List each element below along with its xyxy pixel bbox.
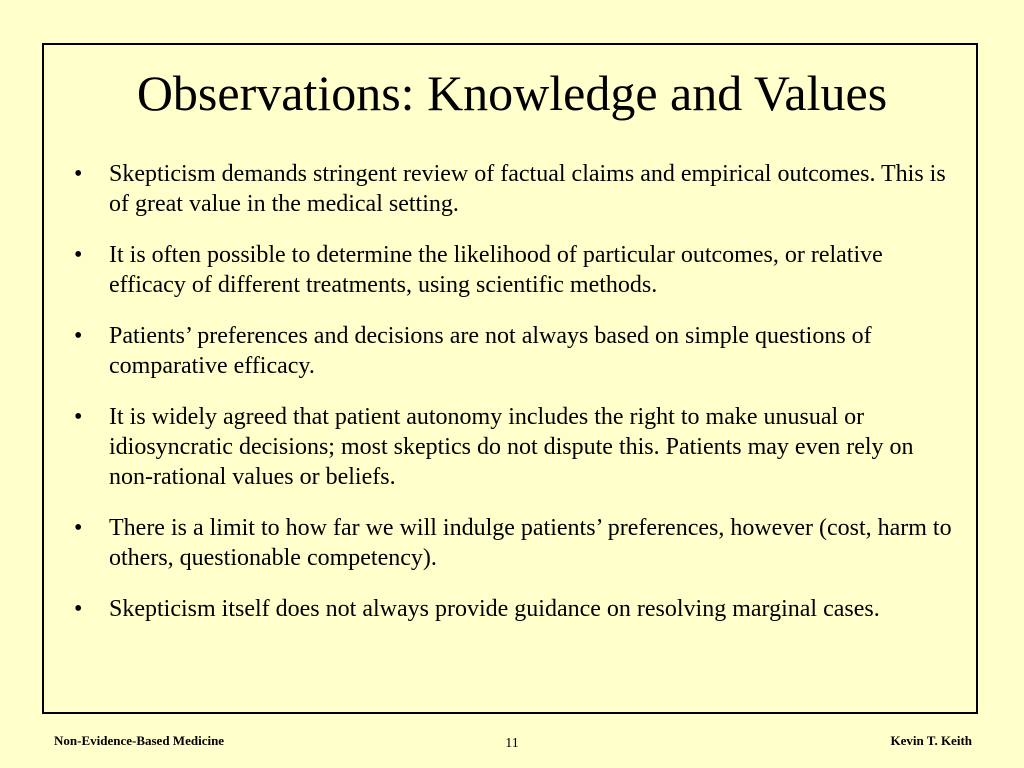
bullet-text: It is widely agreed that patient autonomy includes the right to make unusual or idiosyncratic decisions; most skeptics do not dispute this. Patients may even rely on non-rational values or beliefs. xyxy=(109,404,914,490)
bullet-item xyxy=(74,513,954,573)
bullet-icon: • xyxy=(74,242,83,268)
bullet-icon: • xyxy=(74,404,83,430)
bullet-item xyxy=(74,159,954,219)
bullet-text: Patients’ preferences and decisions are not always based on simple questions of comparative efficacy. xyxy=(109,323,872,379)
bullet-icon: • xyxy=(74,323,83,349)
bullet-icon: • xyxy=(74,161,83,187)
bullet-item xyxy=(74,321,954,381)
footer-author: Kevin T. Keith xyxy=(890,733,972,748)
footer-page-number: 11 xyxy=(505,736,519,751)
bullet-icon: • xyxy=(74,515,83,541)
bullet-text: There is a limit to how far we will indulge patients’ preferences, however (cost, harm to others, questionable competency). xyxy=(109,515,952,571)
bullet-item xyxy=(74,594,954,624)
bullet-text: Skepticism itself does not always provide guidance on resolving marginal cases. xyxy=(109,596,880,622)
slide-title: Observations: Knowledge and Values xyxy=(136,65,888,121)
bullet-item xyxy=(74,240,954,300)
bullet-icon: • xyxy=(74,596,83,622)
bullet-text: Skepticism demands stringent review of factual claims and empirical outcomes. This is of great value in the medical setting. xyxy=(109,161,946,217)
bullet-text: It is often possible to determine the likelihood of particular outcomes, or relative efficacy of different treatments, using scientific methods. xyxy=(109,242,883,298)
bullet-item xyxy=(74,402,954,492)
bullet-list xyxy=(74,159,954,645)
footer-course-title: Non-Evidence-Based Medicine xyxy=(54,733,225,748)
